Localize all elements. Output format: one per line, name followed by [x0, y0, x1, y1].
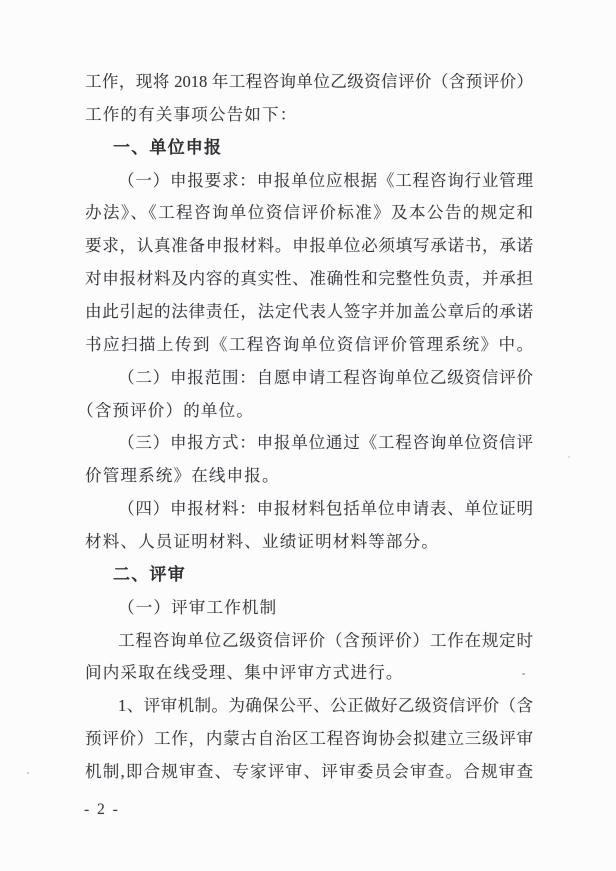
document-text — [77, 66, 533, 789]
page-number: - 2 - — [84, 801, 120, 818]
scan-speck — [27, 772, 29, 774]
text-line: 办法》、《工程咨询单位资信评价标准》及本公告的规定和 — [85, 203, 533, 223]
text-line: （一）申报要求：申报单位应根据《工程咨询行业管理 — [118, 170, 533, 190]
text-line: 对申报材料及内容的真实性、准确性和完整性负责，并承担 — [85, 269, 533, 289]
text-line: 工作的有关事项公告如下： — [85, 104, 298, 124]
text-line: 由此引起的法律责任，法定代表人签字并加盖公章后的承诺 — [85, 302, 533, 322]
scan-speck — [568, 456, 570, 458]
text-line: 要求，认真准备申报材料。申报单位必须填写承诺书，承诺 — [85, 236, 533, 256]
text-line: 材料、人员证明材料、业绩证明材料等部分。 — [85, 532, 439, 552]
text-line: 间内采取在线受理、集中评审方式进行。 — [85, 663, 404, 683]
text-line: （四）申报材料：申报材料包括单位申请表、单位证明 — [118, 499, 533, 519]
text-line: 预评价）工作，内蒙古自治区工程咨询协会拟建立三级评审 — [85, 729, 533, 749]
text-line: （三）申报方式：申报单位通过《工程咨询单位资信评 — [118, 433, 533, 453]
section-heading: 二、评审 — [113, 564, 186, 584]
text-line: 书应扫描上传到《工程咨询单位资信评价管理系统》中。 — [85, 334, 533, 354]
text-line: 工程咨询单位乙级资信评价（含预评价）工作在规定时 — [118, 630, 533, 650]
scan-speck — [522, 673, 525, 675]
section-heading: 一、单位申报 — [113, 137, 223, 157]
text-line: 价管理系统》在线申报。 — [85, 466, 280, 486]
text-line: 机制,即合规审查、专家评审、评审委员会审查。合规审查 — [85, 762, 533, 782]
text-line: （含预评价）的单位。 — [77, 400, 254, 420]
text-line: （一）评审工作机制 — [118, 597, 278, 617]
text-line: 工作，现将 2018 年工程咨询单位乙级资信评价（含预评价） — [85, 72, 533, 91]
text-line: （二）申报范围：自愿申请工程咨询单位乙级资信评价 — [118, 367, 533, 387]
text-line: 1、评审机制。为确保公平、公正做好乙级资信评价（含 — [118, 696, 533, 716]
